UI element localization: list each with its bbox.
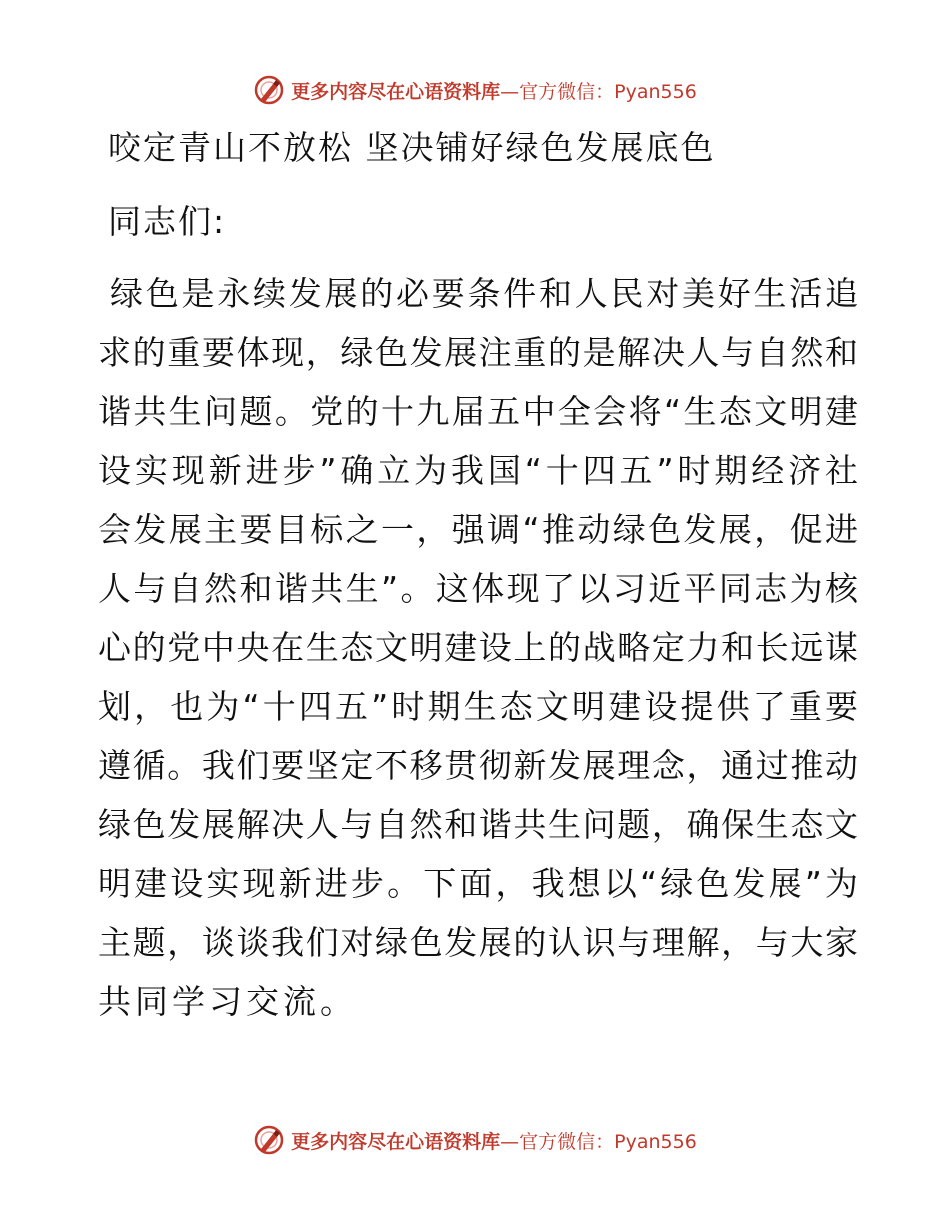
paragraph-line: 划，也为“十四五”时期生态文明建设提供了重要	[98, 687, 858, 726]
paragraph-line: 共同学习交流。	[98, 982, 357, 1021]
banner-contact-text: —官方微信：Pyan556	[500, 1130, 697, 1153]
paragraph-line: 谐共生问题。党的十九届五中全会将“生态文明建	[98, 392, 858, 431]
paragraph-line: 遵循。我们要坚定不移贯彻新发展理念，通过推动	[98, 746, 858, 785]
banner-contact-text: —官方微信：Pyan556	[500, 80, 697, 103]
body-paragraph	[98, 264, 858, 1031]
paragraph-line: 人与自然和谐共生”。这体现了以习近平同志为核	[98, 569, 858, 608]
footer-banner	[0, 1120, 950, 1160]
paragraph-line: 绿色发展解决人与自然和谐共生问题，确保生态文	[98, 805, 858, 844]
document-title: 咬定青山不放松 坚决铺好绿色发展底色	[108, 128, 716, 167]
paragraph-line: 绿色是永续发展的必要条件和人民对美好生活追	[110, 274, 858, 313]
salutation: 同志们:	[108, 202, 227, 241]
header-banner	[0, 70, 950, 110]
banner-brand-text: 更多内容尽在心语资料库	[291, 1130, 501, 1153]
paragraph-line: 心的党中央在生态文明建设上的战略定力和长远谋	[98, 628, 858, 667]
pen-logo-icon	[253, 1124, 285, 1156]
paragraph-line: 会发展主要目标之一，强调“推动绿色发展，促进	[98, 510, 858, 549]
paragraph-line: 主题，谈谈我们对绿色发展的认识与理解，与大家	[98, 923, 858, 962]
paragraph-line: 求的重要体现，绿色发展注重的是解决人与自然和	[98, 333, 858, 372]
paragraph-line: 明建设实现新进步。下面，我想以“绿色发展”为	[98, 864, 858, 903]
paragraph-line: 设实现新进步”确立为我国“十四五”时期经济社	[98, 451, 858, 490]
banner-brand-text: 更多内容尽在心语资料库	[291, 80, 501, 103]
pen-logo-icon	[253, 74, 285, 106]
